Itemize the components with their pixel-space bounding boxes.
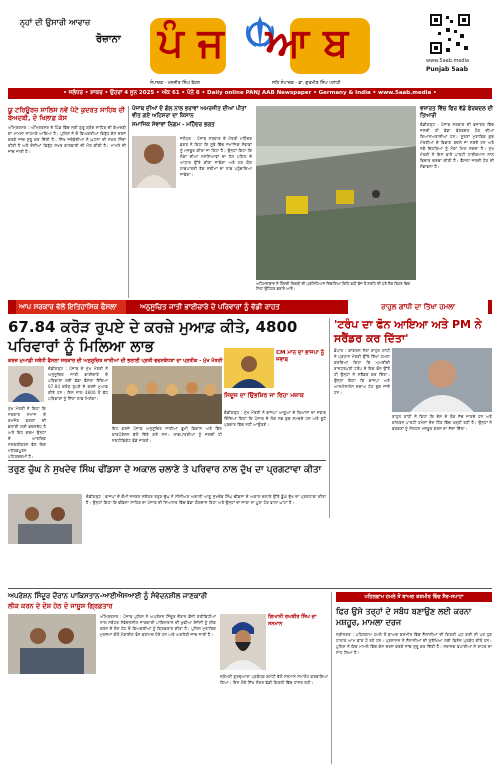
lead-side-body: ਚੰਡੀਗੜ੍ਹ : ਮੁੱਖ ਮੰਤਰੀ ਨੇ ਭਾਜਪਾ ਆਗੂਆਂ ਦੇ ਬਿਆਨਾਂ ਦਾ ਜਵਾਬ ਦਿੰਦਿਆਂ ਕਿਹਾ ਕਿ ਪੰਜਾਬ ਦੇ ਲੋਕ ਸਭ ਕੁਝ ਸਮਝਦੇ ਹਨ ਅਤੇ ਝੂਠੇ ਪ੍ਰਚਾਰ ਵਿੱਚ ਨਹੀਂ ਆਉਣਗੇ।: [224, 410, 326, 427]
story-body: ਜਲੰਧਰ : ਪੰਜਾਬ ਸਰਕਾਰ ਦੇ ਮੰਤਰੀ ਮਹਿੰਦਰ ਭਗਤ ਨੇ ਕਿਹਾ ਕਿ ਸੂਬੇ ਵਿੱਚ ਸਮਾਜਿਕ ਸੇਵਾਵਾਂ ਨੂੰ ਮਜ਼ਬੂਤ ਕੀਤਾ ਜਾ ਰਿਹਾ ਹੈ। ਉਨ੍ਹਾਂ ਕਿਹਾ ਕਿ ਲੋਕਾਂ ਦੀਆਂ ਸਮੱਸਿਆਵਾਂ ਦਾ ਹੱਲ ਪਹਿਲ ਦੇ ਆਧਾਰ ਉੱਤੇ ਕੀਤਾ ਜਾਵੇਗਾ ਅਤੇ ਹਰ ਯੋਗ ਲਾਭਪਾਤਰੀ ਤੱਕ ਸਕੀਮਾਂ ਦਾ ਲਾਭ ਪਹੁੰਚਾਇਆ ਜਾਵੇਗਾ।: [180, 136, 252, 177]
portrait-photo: [132, 136, 176, 188]
bottom-left-photo: [8, 494, 82, 544]
bottom-right-kicker: ਪਹਿਲਗਾਮ ਹਮਲੇ ਤੋਂ ਬਾਅਦ ਕਸ਼ਮੀਰ ਵਿੱਚ ਸੈਰ-ਸਪਾਟਾ: [336, 592, 492, 602]
top-photo-caption: ਅਹਿਮਦਾਬਾਦ ਨੇ ਹਿੰਦਰੀ ਤਿਕੜੀ ਦੀ ਪ੍ਰਸ਼ਿਹਿਆਨ ਦਿਵਾਇਆ ਕਿਹਿ ਵਧੀ ਵੱਜ ਤੋਂ ਸ਼ਰਹਿ ਦੀ ਪੱਤੇ ਗੈਰ ਬਿਹਰ ਵਿਚ ਸਿਹਾ ਉਹਿਹਰ ਭਰਾਏ ਆਏ।: [256, 281, 410, 291]
story-subhead: ਸਮਾਜਿਕ ਸੇਵਾਵਾਂ ਨਿਗਮ - ਮਹਿੰਦਰ ਭਗਤ: [132, 122, 215, 128]
section-bar: [8, 300, 492, 314]
lead-small-photo: [8, 366, 44, 402]
section-bar-left: ਆਪ ਸਰਕਾਰ ਵੱਲੋਂ ਇਤਿਹਾਸਿਕ ਫੈਸਲਾ: [16, 300, 126, 314]
editor-line: ਸੰਪਾਦਕ - ਮਨਜੀਤ ਸਿੰਘ ਬੋਹਲ: [150, 81, 200, 86]
bottom-right-body: ਸ੍ਰੀਨਗਰ : ਪਹਿਲਗਾਮ ਹਮਲੇ ਤੋਂ ਬਾਅਦ ਕਸ਼ਮੀਰ ਵਿੱਚ ਸੈਲਾਨੀਆਂ ਦੀ ਗਿਣਤੀ ਘਟ ਗਈ ਸੀ ਪਰ ਹੁਣ ਹਾਲਾਤ ਆਮ ਵਾਂਗ ਹੋ ਰਹੇ ਹਨ। ਪ੍ਰਸ਼ਾਸਨ ਨੇ ਸੈਲਾਨੀਆਂ ਦੀ ਸੁਰੱਖਿਆ ਲਈ ਵਿਸ਼ੇਸ਼ ਪ੍ਰਬੰਧ ਕੀਤੇ ਹਨ। ਪੁਲਿਸ ਨੇ ਇਕ ਮਾਮਲੇ ਵਿੱਚ ਕੇਸ ਦਰਜ ਕਰਕੇ ਜਾਂਚ ਸ਼ੁਰੂ ਕਰ ਦਿੱਤੀ ਹੈ। ਸਥਾਨਕ ਵਪਾਰੀਆਂ ਨੇ ਰਾਹਤ ਦਾ ਸਾਹ ਲਿਆ ਹੈ।: [336, 632, 492, 655]
column-divider: [331, 592, 332, 764]
masthead-title: ਪੰਜ ਆਬ: [157, 20, 363, 66]
chief-editor-line: ਸਹਿ ਸੰਪਾਦਕ - ਡਾ. ਗੁਰਮੀਤ ਸਿੰਘ ਪਲਾਹੀ: [272, 81, 341, 86]
story-headline[interactable]: ਵਜ਼ਾਰਤ ਵਿੱਚ ਫਿਰ ਵੱਡੇ ਫੇਰਬਦਲ ਦੀ ਤਿਆਰੀ: [420, 106, 493, 119]
story-headline[interactable]: ਯੂ ਟਰਿਊਰਜ਼ ਸਾਲਿਸ ਨਵੇਂ ਪੱਟੇ ਕੁਦਰਤ ਸਾਹਿਬ ਦੀ ਬੇਅਦਬੀ, ਦੋ ਖਿਲਾਫ਼ ਕੇਸ: [8, 106, 125, 122]
cm-photo-caption: CM ਮਾਨ ਦਾ ਭਾਜਪਾ ਨੂੰ ਜਵਾਬ: [276, 350, 325, 363]
isi-photo: [8, 614, 96, 674]
section-bar-right: ਰਾਹੁਲ ਗਾਂਧੀ ਦਾ ਤਿੱਖਾ ਹਮਲਾ: [348, 300, 488, 314]
singh-side-body: ਸ਼੍ਰੋਮਣੀ ਗੁਰਦੁਆਰਾ ਪ੍ਰਬੰਧਕ ਕਮੇਟੀ ਵੱਲੋਂ ਸਨਮਾਨ ਸਮਾਰੋਹ ਕਰਵਾਇਆ ਗਿਆ। ਇਸ ਮੌਕੇ ਸਿੱਖ ਸੰਗਤ ਵੱਡੀ ਗਿਣਤੀ ਵਿੱਚ ਹਾਜ਼ਰ ਰਹੀ।: [220, 674, 328, 685]
rahul-body-1: ਭੋਪਾਲ : ਕਾਂਗਰਸ ਨੇਤਾ ਰਾਹੁਲ ਗਾਂਧੀ ਨੇ ਪ੍ਰਧਾਨ ਮੰਤਰੀ ਉੱਤੇ ਤਿੱਖਾ ਹਮਲਾ ਕਰਦਿਆਂ ਕਿਹਾ ਕਿ ਅਮਰੀਕੀ ਰਾਸ਼ਟਰਪਤੀ ਟਰੰਪ ਦੇ ਇਕ ਫੋਨ ਉੱਤੇ ਹੀ ਉਨ੍ਹਾਂ ਨੇ ਸਰੈਂਡਰ ਕਰ ਦਿੱਤਾ। ਉਨ੍ਹਾਂ ਕਿਹਾ ਕਿ ਭਾਜਪਾ ਅਤੇ ਆਰਐਸਐਸ ਦਬਾਅ ਹੇਠ ਝੁਕ ਜਾਂਦੇ ਹਨ।: [334, 348, 390, 395]
right-column-story: [420, 106, 494, 298]
website-url[interactable]: www.5aab.media: [426, 58, 470, 64]
story-body: ਚੰਡੀਗੜ੍ਹ : ਪੰਜਾਬ ਸਰਕਾਰ ਦੀ ਵਜ਼ਾਰਤ ਵਿੱਚ ਜਲਦੀ ਹੀ ਵੱਡਾ ਫੇਰਬਦਲ ਹੋਣ ਦੀਆਂ ਕਿਆਸਅਰਾਈਆਂ ਹਨ। ਸੂਤਰਾਂ ਮੁਤਾਬਿਕ ਕੁਝ ਮੰਤਰੀਆਂ ਦੇ ਵਿਭਾਗ ਬਦਲੇ ਜਾ ਸਕਦੇ ਹਨ ਅਤੇ ਨਵੇਂ ਚਿਹਰਿਆਂ ਨੂੰ ਮੌਕਾ ਮਿਲ ਸਕਦਾ ਹੈ। ਮੁੱਖ ਮੰਤਰੀ ਨੇ ਇਸ ਬਾਰੇ ਪਾਰਟੀ ਹਾਈਕਮਾਨ ਨਾਲ ਵਿਚਾਰ ਚਰਚਾ ਕੀਤੀ ਹੈ। ਫੈਸਲਾ ਜਲਦੀ ਹੋਣ ਦੀ ਸੰਭਾਵਨਾ ਹੈ।: [420, 122, 494, 169]
isi-headline[interactable]: ਅਪਰੇਸ਼ਨ ਸਿੰਦੂਰ ਦੌਰਾਨ ਪਾਕਿਸਤਾਨ-ਆਈਐਸਆਈ ਨੂੰ ਸੰਵੇਦਨਸ਼ੀਲ ਜਾਣਕਾਰੀ: [8, 592, 208, 600]
bottom-left-body: ਚੰਡੀਗੜ੍ਹ : ਭਾਜਪਾ ਦੇ ਕੌਮੀ ਜਨਰਲ ਸਕੱਤਰ ਤਰੁਣ ਚੁੱਘ ਨੇ ਸੀਨੀਅਰ ਅਕਾਲੀ ਆਗੂ ਸੁਖਦੇਵ ਸਿੰਘ ਢੀਂਡਸਾ ਦੇ ਅਕਾਲ ਚਲਾਣੇ ਉੱਤੇ ਡੂੰਘੇ ਦੁੱਖ ਦਾ ਪ੍ਰਗਟਾਵਾ ਕੀਤਾ ਹੈ। ਉਨ੍ਹਾਂ ਕਿਹਾ ਕਿ ਢੀਂਡਸਾ ਸਾਹਿਬ ਦਾ ਪੰਜਾਬ ਦੀ ਸਿਆਸਤ ਵਿੱਚ ਵੱਡਾ ਯੋਗਦਾਨ ਰਿਹਾ ਅਤੇ ਉਨ੍ਹਾਂ ਦਾ ਜਾਣਾ ਨਾ ਪੂਰਾ ਹੋਣ ਵਾਲਾ ਘਾਟਾ ਹੈ।: [86, 494, 326, 505]
column-divider: [329, 318, 330, 518]
lead-body-1: ਚੰਡੀਗੜ੍ਹ : ਪੰਜਾਬ ਦੇ ਮੁੱਖ ਮੰਤਰੀ ਨੇ ਅਨੁਸੂਚਿਤ ਜਾਤੀ ਭਾਈਚਾਰੇ ਦੇ ਪਰਿਵਾਰਾਂ ਲਈ ਵੱਡਾ ਫੈਸਲਾ ਲੈਂਦਿਆਂ 67.84 ਕਰੋੜ ਰੁਪਏ ਦੇ ਕਰਜ਼ੇ ਮੁਆਫ਼ ਕੀਤੇ ਹਨ। ਇਸ ਨਾਲ 4800 ਤੋਂ ਵੱਧ ਪਰਿਵਾਰਾਂ ਨੂੰ ਸਿੱਧਾ ਲਾਭ ਮਿਲੇਗਾ।: [48, 366, 108, 401]
lead-photo: [112, 366, 222, 424]
column-divider: [128, 106, 129, 298]
brand-name: Punjab 5aab: [426, 66, 468, 73]
singh-photo: [220, 614, 266, 670]
section-bar-middle: ਅਨੁਸੂਚਿਤ ਜਾਤੀ ਭਾਈਚਾਰੇ ਦੇ ਪਰਿਵਾਰਾਂ ਨੂੰ ਵੱਡੀ ਰਾਹਤ: [140, 303, 280, 311]
section-rule: [8, 588, 492, 589]
singh-side-headline[interactable]: ਗਿਆਨੀ ਰਘਬੀਰ ਸਿੰਘ ਦਾ ਸਨਮਾਨ: [268, 614, 317, 627]
cm-photo: [224, 348, 274, 388]
rahul-body-2: ਰਾਹੁਲ ਗਾਂਧੀ ਨੇ ਕਿਹਾ ਕਿ ਦੇਸ਼ ਦੇ ਲੋਕ ਸੱਚ ਜਾਣਦੇ ਹਨ ਅਤੇ ਕਾਂਗਰਸ ਪਾਰਟੀ ਹਮੇਸ਼ਾ ਦੇਸ਼ ਹਿੱਤ ਵਿੱਚ ਖੜ੍ਹੀ ਰਹੀ ਹੈ। ਉਨ੍ਹਾਂ ਨੇ ਵਰਕਰਾਂ ਨੂੰ ਸੰਗਠਨ ਮਜ਼ਬੂਤ ਕਰਨ ਦਾ ਸੱਦਾ ਦਿੱਤਾ।: [392, 414, 492, 431]
bottom-right-headline[interactable]: ਫਿਰ ਉਸੇ ਤਰ੍ਹਾਂ ਦੇ ਸਬੰਧ ਬਣਾਉਣ ਲਈ ਕਰਨਾ ਮਸ਼ਹੂਰ, ਮਾਮਲਾ ਦਰਜ: [336, 607, 472, 627]
lead-headline[interactable]: 67.84 ਕਰੋੜ ਰੁਪਏ ਦੇ ਕਰਜ਼ੇ ਮੁਆਫ਼ ਕੀਤੇ, 4800 ਪਰਿਵਾਰਾਂ ਨੂੰ ਮਿਲਿਆ ਲਾਭ: [8, 318, 298, 355]
bottom-left-headline[interactable]: ਤਰੁਣ ਚੁੱਘ ਨੇ ਸੁਖਦੇਵ ਸਿੰਘ ਢੀਂਡਸਾ ਦੇ ਅਕਾਲ ਚਲਾਣੇ ਤੇ ਪਰਿਵਾਰ ਨਾਲ ਦੁੱਖ ਦਾ ਪ੍ਰਗਟਾਵਾ ਕੀਤਾ: [8, 465, 322, 475]
section-rule: [8, 460, 326, 461]
story-body: ਅੰਮ੍ਰਿਤਸਰ : ਅੰਮ੍ਰਿਤਸਰ ਦੇ ਪਿੰਡ ਵਿੱਚ ਸ੍ਰੀ ਗੁਰੂ ਗ੍ਰੰਥ ਸਾਹਿਬ ਦੀ ਬੇਅਦਬੀ ਦਾ ਮਾਮਲਾ ਸਾਹਮਣੇ ਆਇਆ ਹੈ। ਪੁਲਿਸ ਨੇ ਦੋ ਵਿਅਕਤੀਆਂ ਵਿਰੁੱਧ ਕੇਸ ਦਰਜ ਕਰਕੇ ਜਾਂਚ ਸ਼ੁਰੂ ਕਰ ਦਿੱਤੀ ਹੈ। ਸਿੱਖ ਜਥੇਬੰਦੀਆਂ ਨੇ ਘਟਨਾ ਦੀ ਸਖ਼ਤ ਨਿੰਦਾ ਕੀਤੀ ਹੈ ਅਤੇ ਦੋਸ਼ੀਆਂ ਵਿਰੁੱਧ ਸਖ਼ਤ ਕਾਰਵਾਈ ਦੀ ਮੰਗ ਕੀਤੀ ਹੈ। ਮਾਮਲੇ ਦੀ ਜਾਂਚ ਜਾਰੀ ਹੈ।: [8, 125, 126, 154]
masthead: [0, 0, 500, 104]
lead-body-2: ਮੁੱਖ ਮੰਤਰੀ ਨੇ ਕਿਹਾ ਕਿ ਸਰਕਾਰ ਸਮਾਜ ਦੇ ਕਮਜ਼ੋਰ ਵਰਗਾਂ ਦੀ ਭਲਾਈ ਲਈ ਵਚਨਬੱਧ ਹੈ ਅਤੇ ਇਹ ਕਦਮ ਉਨ੍ਹਾਂ ਦੇ ਆਰਥਿਕ ਸਸ਼ਕਤੀਕਰਨ ਵੱਲ ਇਕ ਮਹੱਤਵਪੂਰਨ ਪਹਿਲਕਦਮੀ ਹੈ।: [8, 406, 46, 458]
top-middle-story: [132, 106, 252, 298]
isi-body: ਅੰਮ੍ਰਿਤਸਰ : ਪੰਜਾਬ ਪੁਲਿਸ ਨੇ ਅਪਰੇਸ਼ਨ ਸਿੰਦੂਰ ਦੌਰਾਨ ਫ਼ੌਜੀ ਗਤੀਵਿਧੀਆਂ ਨਾਲ ਸਬੰਧਤ ਸੰਵੇਦਨਸ਼ੀਲ ਜਾਣਕਾਰੀ ਪਾਕਿਸਤਾਨ ਦੀ ਖੁਫੀਆ ਏਜੰਸੀ ਨੂੰ ਲੀਕ ਕਰਨ ਦੇ ਦੋਸ਼ ਹੇਠ ਦੋ ਵਿਅਕਤੀਆਂ ਨੂੰ ਗ੍ਰਿਫ਼ਤਾਰ ਕੀਤਾ ਹੈ। ਪੁਲਿਸ ਮੁਤਾਬਿਕ ਮੁਲਜ਼ਮਾਂ ਕੋਲੋਂ ਮੋਬਾਈਲ ਫੋਨ ਬਰਾਮਦ ਹੋਏ ਹਨ ਅਤੇ ਅਗਲੇਰੀ ਜਾਂਚ ਜਾਰੀ ਹੈ।: [100, 614, 216, 637]
lead-side-headline[interactable]: ਸਿਦੂਜ ਦਾ ਉਿਭਸ਼ਿਰ ਜਾ ਰਿਹਾ ਮਜ਼ਾਕ: [224, 392, 304, 399]
masthead-logo: [150, 10, 370, 76]
top-photo: [256, 106, 416, 280]
masthead-tagline: ਨ੍ਹਾਂ ਦੀ ਉਸਾਰੀ ਆਵਾਜ਼: [20, 18, 91, 27]
edition-label: ਰੋਜ਼ਾਨਾ: [96, 34, 121, 45]
isi-subhead: ਲੀਕ ਕਰਨ ਦੇ ਦੋਸ਼ ਹੇਠ ਦੋ ਜਾਸੂਸ ਗ੍ਰਿਫ਼ਤਾਰ: [8, 602, 113, 610]
rahul-headline[interactable]: 'ਟਰੰਪ ਦਾ ਫੋਨ ਆਇਆ ਅਤੇ PM ਨੇ ਸਰੈਂਡਰ ਕਰ ਦਿੱਤਾ': [334, 318, 482, 345]
dateline-bar: • ਜਲੰਧਰ • ਸ਼ਾਕਰ • ਉਹਰਾਂ 4 ਜੂਨ 2025 • ਅੰਕ 61 • ਪੰਨੇ 8 • Daily online PANJ AAB Newspaper • Germany & India • www.5aab.media •: [8, 88, 492, 99]
lead-body-3: ਇਹ ਕਰਜ਼ੇ ਪੰਜਾਬ ਅਨੁਸੂਚਿਤ ਜਾਤੀਆਂ ਭੂਮੀ ਵਿਕਾਸ ਅਤੇ ਵਿੱਤ ਕਾਰਪੋਰੇਸ਼ਨ ਵੱਲੋਂ ਦਿੱਤੇ ਗਏ ਸਨ। ਲਾਭਪਾਤਰੀਆਂ ਨੂੰ ਜਲਦੀ ਹੀ ਸਰਟੀਫਿਕੇਟ ਵੰਡੇ ਜਾਣਗੇ।: [112, 426, 222, 443]
story-headline[interactable]: ਪੰਜਾਬ ਦੀਆਂ ਦੋ ਗੋਲ ਨਾਲ ਭਰਾਵਾਂ ਅਮਰਜੀਤ ਦੀਆਂ ਪੀਤਾਂ ਵੀਤ ਗਏ ਅਹਿਸਰਾ ਦਾ ਕਿਸਾਨ: [132, 106, 247, 119]
top-left-story: [8, 106, 126, 298]
qr-code: [428, 12, 472, 56]
lead-kicker: ਕਰਜ਼ ਮੁਆਫ਼ੀ ਸਬੰਧੀ ਫੈਸਲਾ ਸਰਕਾਰ ਦੀ ਅਨੁਸੂਚਿਤ ਜਾਤੀਆਂ ਦੀ ਭਲਾਈ ਪ੍ਰਤੀ ਵਚਨਬੱਧਤਾ ਦਾ ਪ੍ਰਤੀਕ - ਮੁੱਖ ਮੰਤਰੀ: [8, 358, 223, 364]
rahul-photo: [392, 348, 492, 412]
